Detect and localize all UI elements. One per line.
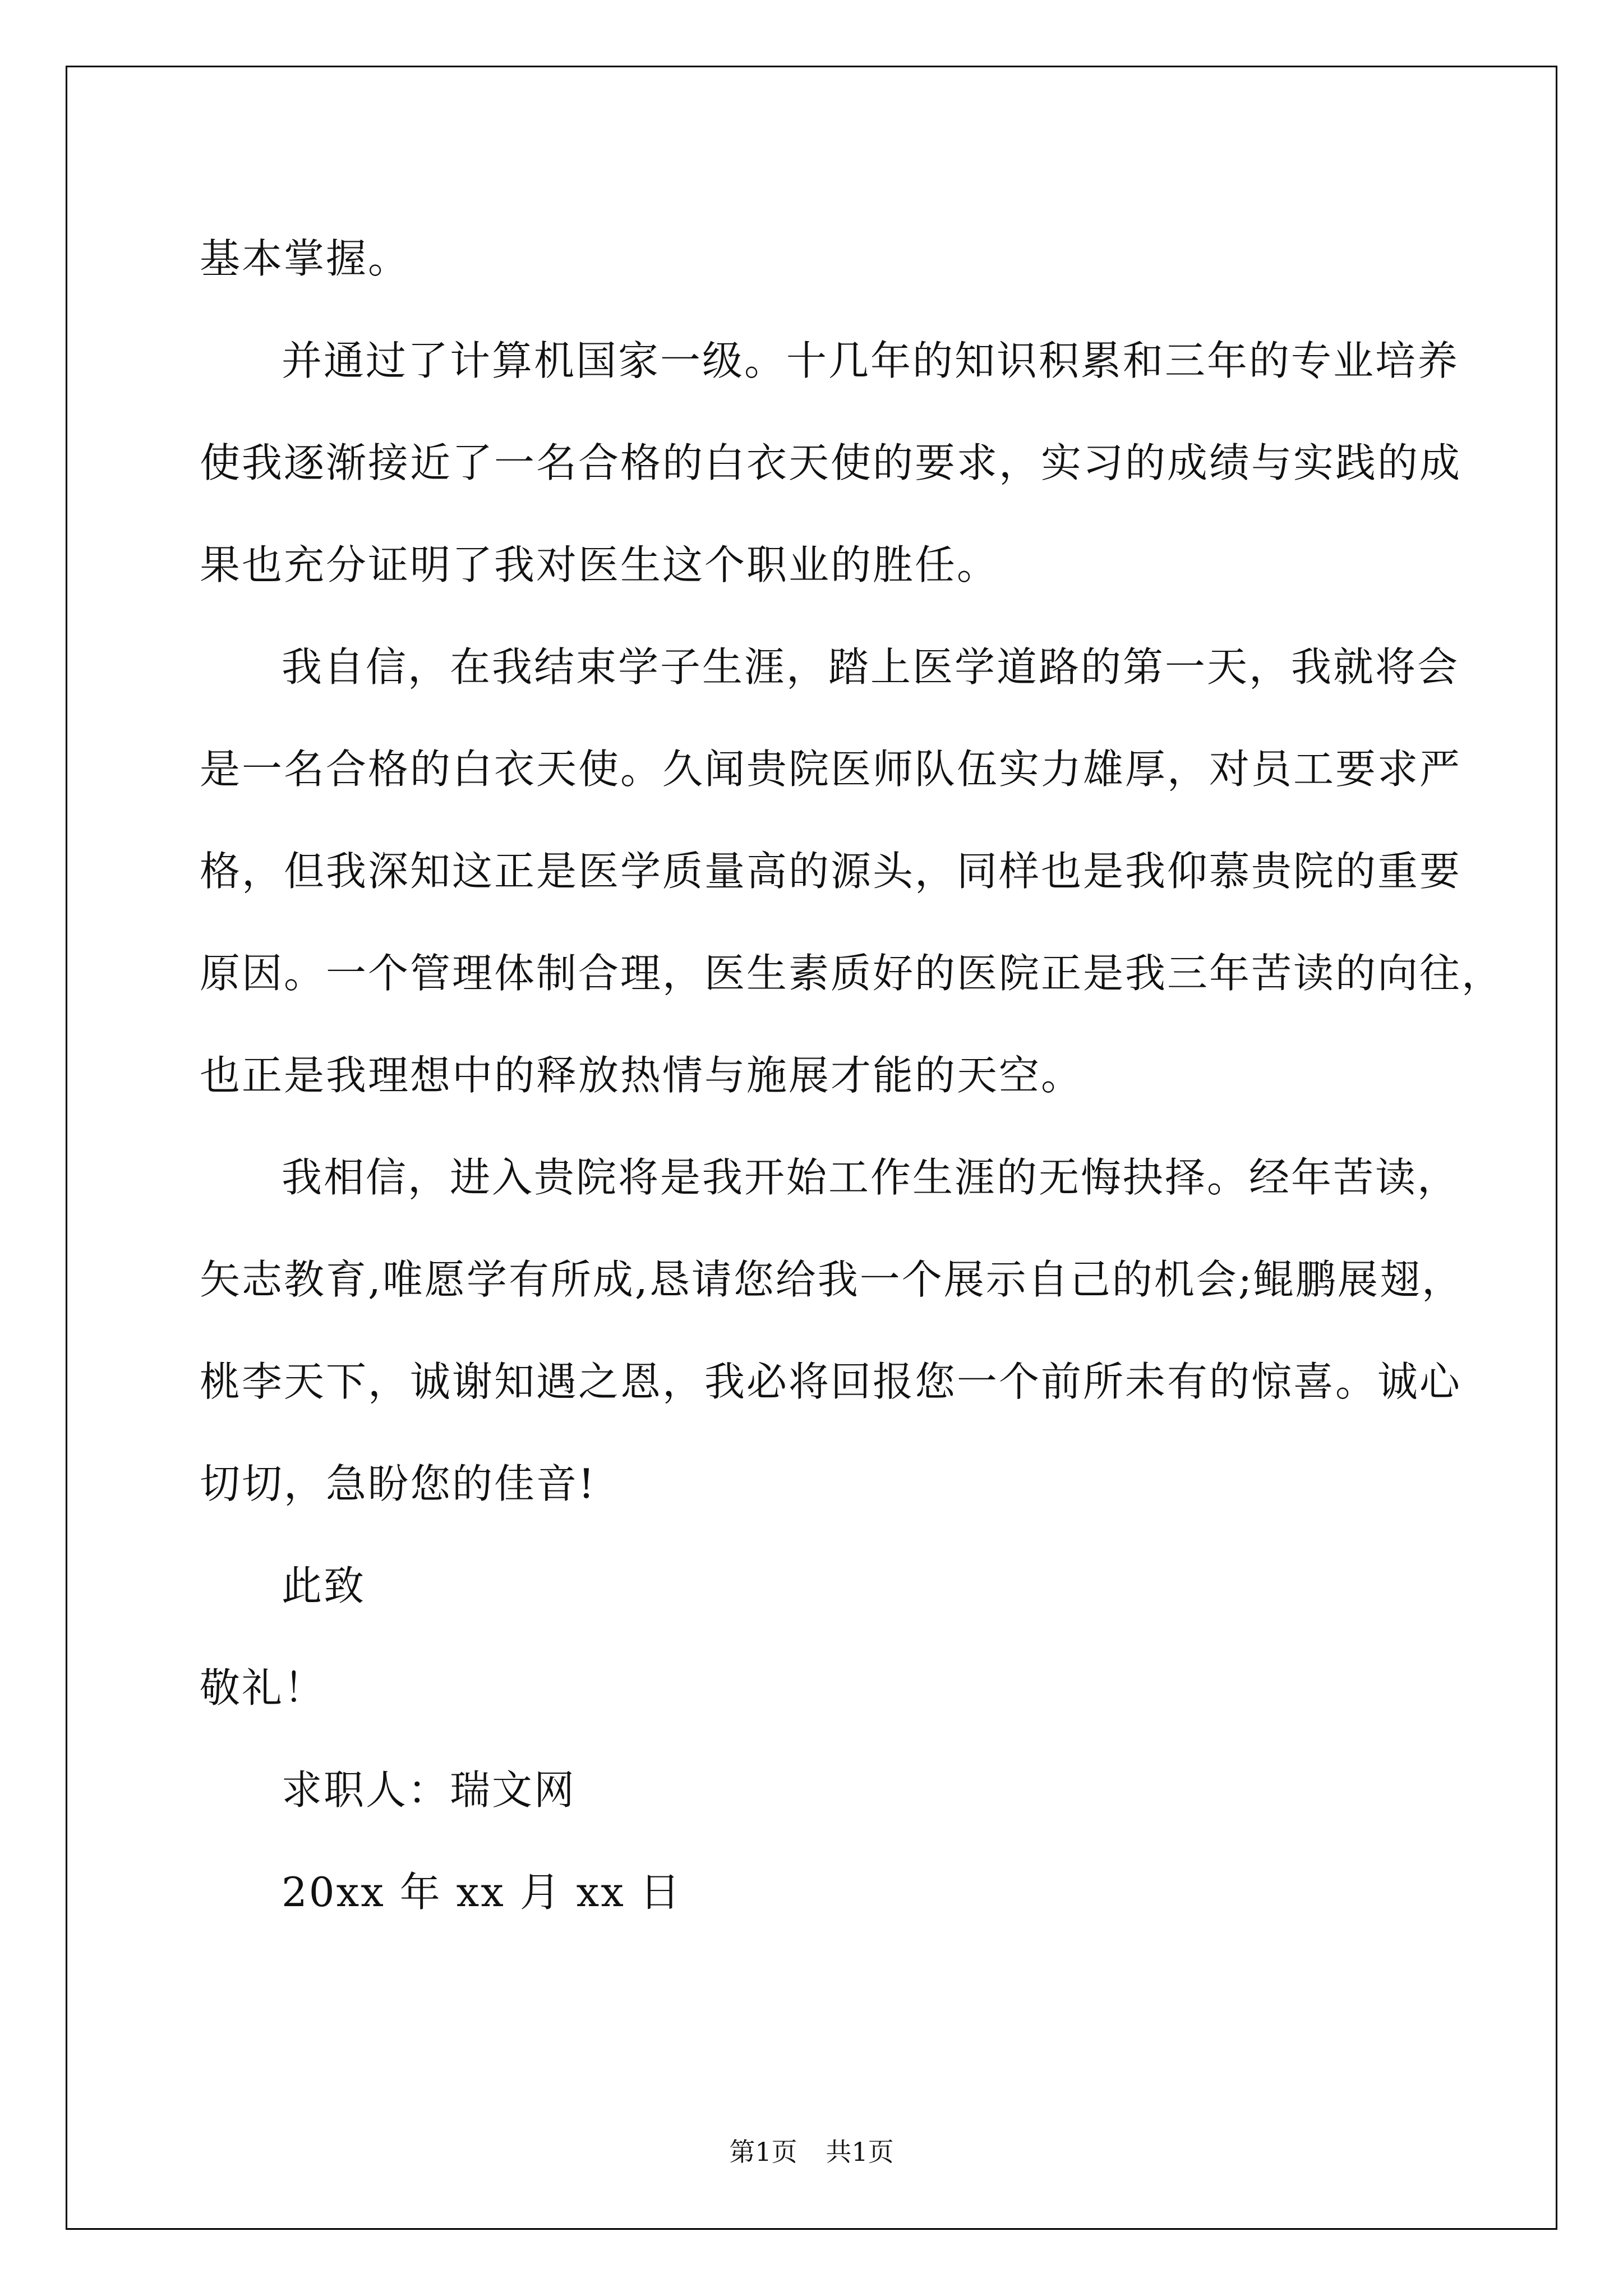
text-line: 并通过了计算机国家一级。十几年的知识积累和三年的专业培养 xyxy=(282,337,1460,384)
paragraph-4 xyxy=(200,1126,1478,1535)
closing-regards: 敬礼！ xyxy=(200,1664,326,1711)
text-line: 格，但我深知这正是医学质量高的源头，同样也是我仰慕贵院的重要 xyxy=(200,848,1462,895)
text-line: 基本掌握。 xyxy=(200,235,411,282)
date: 20xx 年 xx 月 xx 日 xyxy=(282,1869,682,1916)
text-line: 是一名合格的白衣天使。久闻贵院医师队伍实力雄厚，对员工要求严 xyxy=(200,746,1462,793)
text-line: 我自信，在我结束学子生涯，踏上医学道路的第一天，我就将会 xyxy=(282,643,1460,691)
closing xyxy=(200,1535,1478,1943)
text-line: 原因。一个管理体制合理，医生素质好的医院正是我三年苦读的向往， xyxy=(200,950,1504,997)
page-footer xyxy=(0,2132,1623,2169)
page-number: 第1页 xyxy=(729,2137,797,2167)
paragraph-1 xyxy=(200,208,1478,310)
signer: 求职人：瑞文网 xyxy=(282,1766,577,1814)
closing-salutation: 此致 xyxy=(282,1562,366,1609)
paragraph-3 xyxy=(200,616,1504,1126)
text-line: 使我逐渐接近了一名合格的白衣天使的要求，实习的成绩与实践的成 xyxy=(200,439,1462,486)
text-line: 也正是我理想中的释放热情与施展才能的天空。 xyxy=(200,1052,1083,1099)
text-line: 切切，急盼您的佳音! xyxy=(200,1460,596,1507)
paragraph-2 xyxy=(200,310,1478,616)
text-line: 桃李天下，诚谢知遇之恩，我必将回报您一个前所未有的惊喜。诚心 xyxy=(200,1358,1462,1405)
text-line: 我相信，进入贵院将是我开始工作生涯的无悔抉择。经年苦读， xyxy=(282,1154,1460,1201)
text-line: 果也充分证明了我对医生这个职业的胜任。 xyxy=(200,541,999,588)
text-line: 矢志教育,唯愿学有所成,恳请您给我一个展示自己的机会;鲲鹏展翅， xyxy=(200,1256,1464,1303)
page-total: 共1页 xyxy=(826,2137,894,2167)
letter-body xyxy=(200,208,1504,1943)
